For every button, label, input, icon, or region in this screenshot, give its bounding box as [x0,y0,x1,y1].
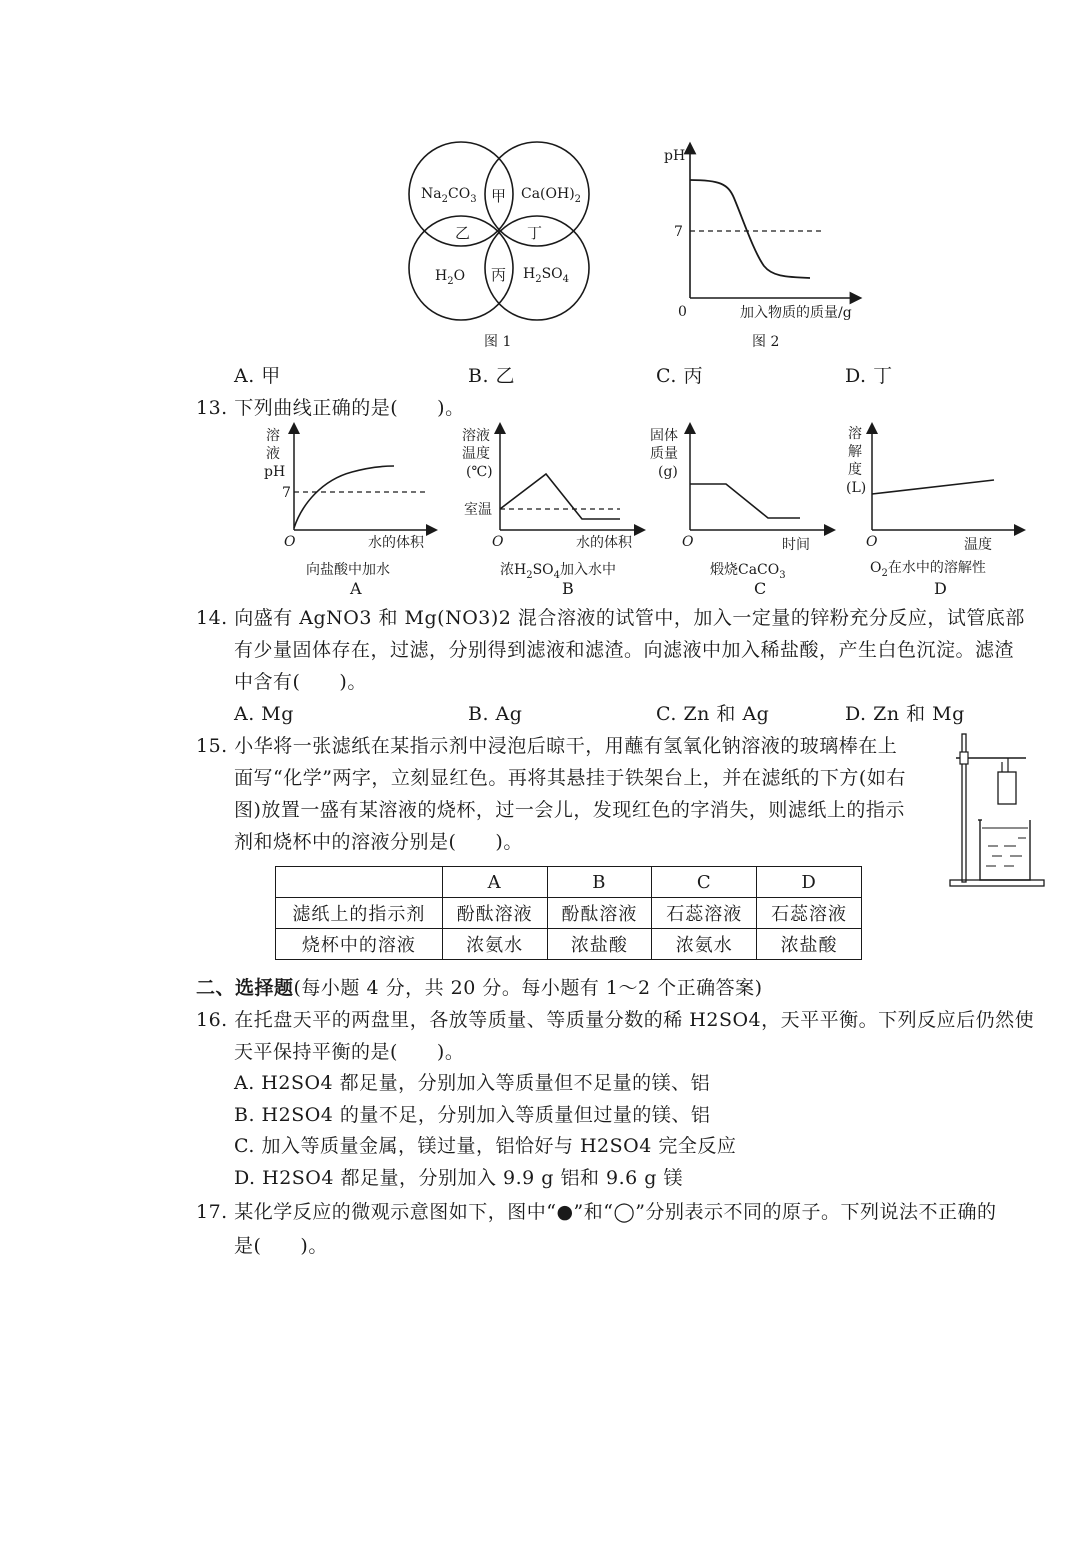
svg-text:O2在水中的溶解性: $O_2$在水中的溶解性 [870,560,986,579]
q13-stem: 13. 下列曲线正确的是( )。 [196,397,465,419]
table-cell: 浓盐酸 [757,929,862,960]
svg-text:温度: 温度 [964,537,992,553]
q14-line1: 14. 向盛有 AgNO3 和 Mg(NO3)2 混合溶液的试管中，加入一定量的锌粉充分反应，试管底部 [196,607,1025,629]
figure-2-graph [660,142,870,322]
svg-text:(L): (L) [846,480,867,496]
fig2-ytick: 7 [674,224,683,240]
table-row [276,898,862,929]
svg-text:A: A [350,579,362,598]
figure-1-caption: 图 1 [484,334,512,350]
label-h2o: $H_2O$ [435,268,466,287]
q13-graph-a [262,424,442,604]
svg-text:质量: 质量 [650,446,678,462]
svg-text:O: O [682,534,694,550]
svg-text:O: O [284,534,296,550]
table-header-row [276,867,862,898]
svg-text:浓H2SO4加入水中: 浓$H_2SO_4$加入水中 [500,562,617,581]
q16-option-b[interactable]: B. H2SO4 的量不足，分别加入等质量但过量的镁、铝 [234,1104,711,1126]
table-cell: 浓氨水 [442,929,547,960]
q15-table [275,866,862,960]
q16-option-c[interactable]: C. 加入等质量金属，镁过量，铝恰好与 H2SO4 完全反应 [234,1135,737,1157]
section-2-title: 二、选择题 [196,977,294,999]
svg-text:O: O [866,534,878,550]
region-ding: 丁 [527,224,543,242]
q14-option-d[interactable]: D. Zn 和 Mg [845,703,965,725]
q15-line1: 15. 小华将一张滤纸在某指示剂中浸泡后晾干，用蘸有氢氧化钠溶液的玻璃棒在上 [196,735,898,757]
q14-option-a[interactable]: A. Mg [234,703,294,725]
table-cell: 浓盐酸 [547,929,652,960]
section-2-note: (每小题 4 分，共 20 分。每小题有 1～2 个正确答案) [293,977,763,999]
table-cell: 石蕊溶液 [652,898,757,929]
table-cell: 浓氨水 [652,929,757,960]
q16-line1: 16. 在托盘天平的两盘里，各放等质量、等质量分数的稀 H2SO4，天平平衡。下列反应后仍然使 [196,1009,1035,1031]
region-yi: 乙 [455,224,471,242]
q13-graph-c [646,424,836,604]
svg-text:液: 液 [266,446,280,462]
fig2-xlabel: 加入物质的质量/g [740,305,852,321]
q12-option-b[interactable]: B. 乙 [468,365,516,387]
table-header-cell: A [442,867,547,898]
q15-line4: 剂和烧杯中的溶液分别是( )。 [234,831,523,853]
table-header-cell: D [757,867,862,898]
table-cell: 酚酞溶液 [442,898,547,929]
label-h2so4: $H_2SO_4$ [523,266,570,285]
fig2-ylabel: pH [664,148,686,164]
q14-option-b[interactable]: B. Ag [468,703,523,725]
q15-line3: 图)放置一盛有某溶液的烧杯，过一会儿，发现红色的字消失，则滤纸上的指示 [234,799,905,821]
q17-line1: 17. 某化学反应的微观示意图如下，图中“●”和“◯”分别表示不同的原子。下列说法不正确的 [196,1201,997,1223]
svg-text:(℃): (℃) [466,464,493,480]
table-row [276,929,862,960]
svg-text:温度: 温度 [462,446,490,462]
svg-text:pH: pH [264,464,286,480]
q16-option-a[interactable]: A. H2SO4 都足量，分别加入等质量但不足量的镁、铝 [234,1072,711,1094]
svg-text:时间: 时间 [782,537,810,553]
region-bing: 丙 [491,266,507,284]
label-caoh2: $Ca(OH)_2$ [521,186,582,205]
svg-text:水的体积: 水的体积 [368,535,424,551]
label-na2co3: $Na_2CO_3$ [421,186,477,205]
region-jia: 甲 [491,187,507,205]
svg-text:溶液: 溶液 [462,428,490,444]
q14-option-c[interactable]: C. Zn 和 Ag [656,703,770,725]
table-header-cell: B [547,867,652,898]
svg-text:度: 度 [848,462,862,478]
q14-line2: 有少量固体存在，过滤，分别得到滤液和滤渣。向滤液中加入稀盐酸，产生白色沉淀。滤渣 [234,639,1015,661]
svg-text:溶: 溶 [848,426,862,442]
q13-graph-d [840,424,1030,604]
table-cell: 滤纸上的指示剂 [276,898,443,929]
svg-text:O: O [492,534,504,550]
svg-text:(g): (g) [658,464,678,480]
table-header-cell [276,867,443,898]
q13-graph-b [462,424,652,604]
q12-option-d[interactable]: D. 丁 [845,365,893,387]
svg-text:C: C [754,579,767,598]
svg-text:D: D [934,579,947,598]
section-2-heading [196,976,763,1000]
svg-text:B: B [562,579,574,598]
q17-line2: 是( )。 [234,1235,328,1257]
svg-text:向盐酸中加水: 向盐酸中加水 [306,562,390,578]
table-header-cell: C [652,867,757,898]
q12-option-a[interactable]: A. 甲 [234,365,281,387]
q14-line3: 中含有( )。 [234,671,367,693]
svg-text:7: 7 [282,485,291,501]
q12-option-c[interactable]: C. 丙 [656,365,703,387]
table-cell: 烧杯中的溶液 [276,929,443,960]
figure-1-diagram [405,138,605,328]
svg-text:解: 解 [848,444,862,460]
figure-2-caption: 图 2 [752,334,780,350]
iron-stand-illustration [948,730,1048,890]
fig2-origin: 0 [678,304,687,320]
svg-text:室温: 室温 [464,502,492,518]
q16-option-d[interactable]: D. H2SO4 都足量，分别加入 9.9 g 铝和 9.6 g 镁 [234,1167,684,1189]
table-cell: 石蕊溶液 [757,898,862,929]
q16-line2: 天平保持平衡的是( )。 [234,1041,465,1063]
q15-line2: 面写“化学”两字，立刻显红色。再将其悬挂于铁架台上，并在滤纸的下方(如右 [234,767,906,789]
svg-text:溶: 溶 [266,428,280,444]
table-cell: 酚酞溶液 [547,898,652,929]
svg-text:水的体积: 水的体积 [576,535,632,551]
svg-text:固体: 固体 [650,428,678,444]
svg-text:煅烧CaCO3: 煅烧CaCO$_3$ [710,562,786,581]
